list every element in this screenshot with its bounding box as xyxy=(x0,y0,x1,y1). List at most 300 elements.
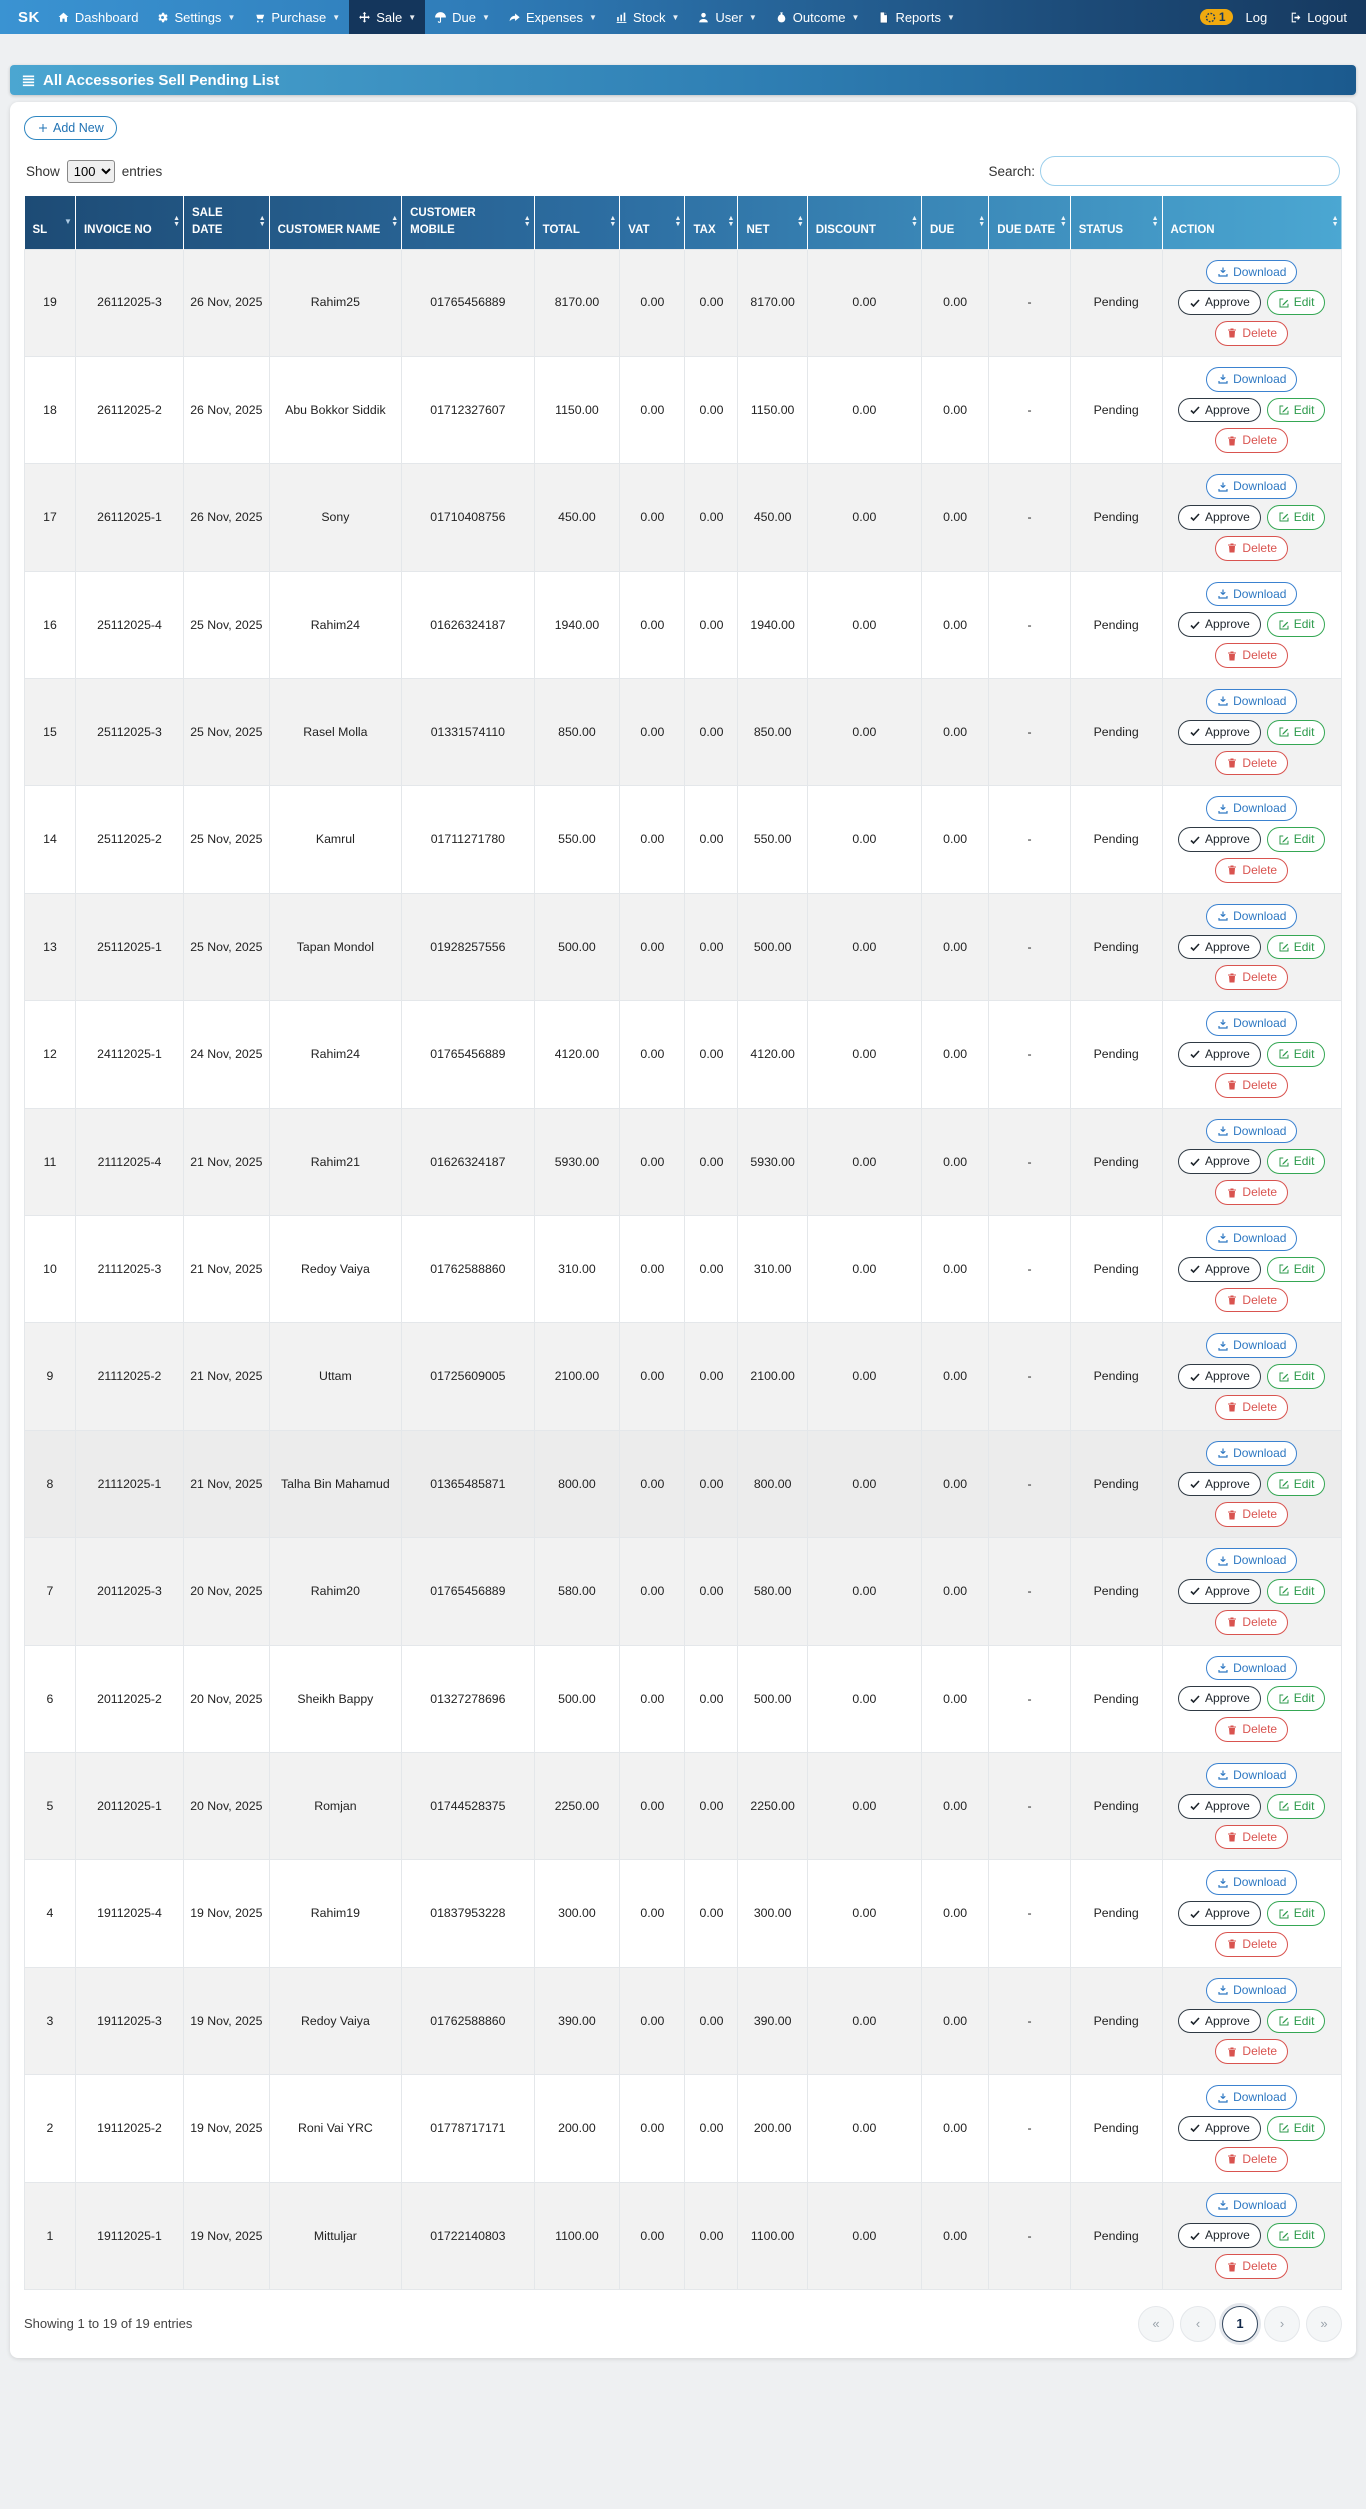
cell-customer-mobile: 01765456889 xyxy=(402,1538,535,1645)
trash-icon xyxy=(1226,2046,1238,2058)
download-button[interactable]: Download xyxy=(1206,1763,1297,1788)
edit-button[interactable]: Edit xyxy=(1267,290,1326,315)
cell-tax: 0.00 xyxy=(685,464,738,571)
approve-button[interactable]: Approve xyxy=(1178,1472,1261,1497)
previous-page-button[interactable]: ‹ xyxy=(1180,2306,1216,2342)
approve-button[interactable]: Approve xyxy=(1178,827,1261,852)
cell-invoice-no: 21112025-4 xyxy=(75,1108,183,1215)
check-icon xyxy=(1189,1048,1201,1060)
table-row xyxy=(25,571,1342,678)
approve-button[interactable]: Approve xyxy=(1178,290,1261,315)
delete-button[interactable]: Delete xyxy=(1215,536,1288,561)
edit-icon xyxy=(1278,2015,1290,2027)
download-button[interactable]: Download xyxy=(1206,1870,1297,1895)
delete-button[interactable]: Delete xyxy=(1215,2147,1288,2172)
edit-button[interactable]: Edit xyxy=(1267,2009,1326,2034)
cell-vat: 0.00 xyxy=(620,1860,685,1967)
approve-button[interactable]: Approve xyxy=(1178,612,1261,637)
cell-customer-name: Talha Bin Mahamud xyxy=(269,1430,402,1537)
approve-button[interactable]: Approve xyxy=(1178,2223,1261,2248)
cell-due: 0.00 xyxy=(921,464,988,571)
edit-button[interactable]: Edit xyxy=(1267,1579,1326,1604)
cell-total: 800.00 xyxy=(534,1430,620,1537)
cell-sale-date: 19 Nov, 2025 xyxy=(184,1860,270,1967)
column-header-status[interactable]: STATUS ▲ ▼ xyxy=(1070,196,1162,249)
check-icon xyxy=(1189,1263,1201,1275)
pagination xyxy=(1132,2306,1342,2342)
delete-button[interactable]: Delete xyxy=(1215,1180,1288,1205)
delete-button[interactable]: Delete xyxy=(1215,1610,1288,1635)
nav-item-due[interactable]: Due ▼ xyxy=(425,0,499,34)
cell-sl: 18 xyxy=(25,356,76,463)
approve-button[interactable]: Approve xyxy=(1178,935,1261,960)
status-badge: Pending xyxy=(1070,249,1162,356)
download-button[interactable]: Download xyxy=(1206,474,1297,499)
cell-tax: 0.00 xyxy=(685,571,738,678)
column-header-invoice-no[interactable]: INVOICE NO ▲ ▼ xyxy=(75,196,183,249)
approve-button[interactable]: Approve xyxy=(1178,1364,1261,1389)
table-row xyxy=(25,1216,1342,1323)
next-page-button[interactable]: › xyxy=(1264,2306,1300,2342)
delete-button[interactable]: Delete xyxy=(1215,1395,1288,1420)
page-title-bar xyxy=(10,65,1356,95)
edit-button[interactable]: Edit xyxy=(1267,935,1326,960)
edit-button[interactable]: Edit xyxy=(1267,1472,1326,1497)
cell-action xyxy=(1162,2075,1342,2182)
cell-vat: 0.00 xyxy=(620,464,685,571)
pending-sell-table xyxy=(24,196,1342,2290)
cell-sl: 10 xyxy=(25,1216,76,1323)
table-row xyxy=(25,464,1342,571)
cell-customer-name: Rahim24 xyxy=(269,1001,402,1108)
cell-customer-mobile: 01778717171 xyxy=(402,2075,535,2182)
check-icon xyxy=(1189,1156,1201,1168)
chevron-down-icon: ▼ xyxy=(589,12,597,22)
edit-button[interactable]: Edit xyxy=(1267,1364,1326,1389)
delete-button[interactable]: Delete xyxy=(1215,1288,1288,1313)
entries-select[interactable] xyxy=(67,160,115,183)
edit-icon xyxy=(1278,1478,1290,1490)
cell-invoice-no: 19112025-2 xyxy=(75,2075,183,2182)
cart-icon xyxy=(253,11,266,24)
cell-net: 2250.00 xyxy=(738,1752,807,1859)
brand-logo[interactable]: SK xyxy=(18,8,40,26)
cell-tax: 0.00 xyxy=(685,1216,738,1323)
download-button[interactable]: Download xyxy=(1206,1011,1297,1036)
trash-icon xyxy=(1226,1509,1238,1521)
status-badge: Pending xyxy=(1070,2075,1162,2182)
download-button[interactable]: Download xyxy=(1206,1333,1297,1358)
delete-button[interactable]: Delete xyxy=(1215,965,1288,990)
nav-item-log[interactable]: Log xyxy=(1245,9,1268,25)
edit-button[interactable]: Edit xyxy=(1267,2223,1326,2248)
edit-button[interactable]: Edit xyxy=(1267,1686,1326,1711)
table-row xyxy=(25,1323,1342,1430)
cell-sl: 8 xyxy=(25,1430,76,1537)
edit-button[interactable]: Edit xyxy=(1267,1042,1326,1067)
column-header-vat[interactable]: VAT ▲ ▼ xyxy=(620,196,685,249)
status-badge: Pending xyxy=(1070,356,1162,463)
download-icon xyxy=(1217,910,1229,922)
chevron-down-icon: ▼ xyxy=(946,12,955,22)
cell-customer-name: Romjan xyxy=(269,1752,402,1859)
column-header-sale-date[interactable]: SALE DATE ▲ ▼ xyxy=(184,196,270,249)
edit-button[interactable]: Edit xyxy=(1267,720,1326,745)
approve-button[interactable]: Approve xyxy=(1178,1579,1261,1604)
table-row xyxy=(25,2075,1342,2182)
table-row xyxy=(25,249,1342,356)
entries-info: Showing 1 to 19 of 19 entries xyxy=(24,2316,193,2332)
cell-customer-name: Abu Bokkor Siddik xyxy=(269,356,402,463)
column-header-sl[interactable]: SL ▼ xyxy=(25,196,76,249)
download-button[interactable]: Download xyxy=(1206,1978,1297,2003)
money-bag-icon xyxy=(775,11,788,24)
sort-icon xyxy=(391,216,398,228)
trash-icon xyxy=(1226,650,1238,662)
cell-due: 0.00 xyxy=(921,1323,988,1430)
home-icon xyxy=(57,11,70,24)
cell-vat: 0.00 xyxy=(620,356,685,463)
cell-sl: 9 xyxy=(25,1323,76,1430)
table-row xyxy=(25,679,1342,786)
approve-button[interactable]: Approve xyxy=(1178,720,1261,745)
cell-action xyxy=(1162,1001,1342,1108)
cell-discount: 0.00 xyxy=(807,2075,921,2182)
first-page-button[interactable]: « xyxy=(1138,2306,1174,2342)
edit-icon xyxy=(1278,1263,1290,1275)
cell-vat: 0.00 xyxy=(620,1538,685,1645)
cell-due-date: - xyxy=(989,356,1071,463)
edit-button[interactable]: Edit xyxy=(1267,2116,1326,2141)
download-icon xyxy=(1217,1555,1229,1567)
nav-item-sale[interactable]: Sale ▼ xyxy=(349,0,425,34)
cell-discount: 0.00 xyxy=(807,464,921,571)
approve-button[interactable]: Approve xyxy=(1178,1149,1261,1174)
cell-customer-name: Rahim21 xyxy=(269,1108,402,1215)
edit-button[interactable]: Edit xyxy=(1267,398,1326,423)
download-icon xyxy=(1217,588,1229,600)
cell-sale-date: 25 Nov, 2025 xyxy=(184,571,270,678)
cell-total: 2250.00 xyxy=(534,1752,620,1859)
download-button[interactable]: Download xyxy=(1206,1119,1297,1144)
cell-net: 4120.00 xyxy=(738,1001,807,1108)
trash-icon xyxy=(1226,542,1238,554)
delete-button[interactable]: Delete xyxy=(1215,1073,1288,1098)
cell-sl: 15 xyxy=(25,679,76,786)
cell-net: 500.00 xyxy=(738,893,807,1000)
edit-icon xyxy=(1278,834,1290,846)
download-button[interactable]: Download xyxy=(1206,2193,1297,2218)
cell-action xyxy=(1162,1216,1342,1323)
delete-button[interactable]: Delete xyxy=(1215,858,1288,883)
nav-item-expenses[interactable]: Expenses ▼ xyxy=(499,0,606,34)
cell-action xyxy=(1162,1645,1342,1752)
cell-vat: 0.00 xyxy=(620,249,685,356)
approve-button[interactable]: Approve xyxy=(1178,2009,1261,2034)
download-button[interactable]: Download xyxy=(1206,1548,1297,1573)
column-header-net[interactable]: NET ▲ ▼ xyxy=(738,196,807,249)
approve-button[interactable]: Approve xyxy=(1178,1686,1261,1711)
table-row xyxy=(25,1538,1342,1645)
delete-button[interactable]: Delete xyxy=(1215,1717,1288,1742)
delete-button[interactable]: Delete xyxy=(1215,2254,1288,2279)
download-button[interactable]: Download xyxy=(1206,904,1297,929)
status-badge: Pending xyxy=(1070,786,1162,893)
edit-button[interactable]: Edit xyxy=(1267,1794,1326,1819)
column-header-discount[interactable]: DISCOUNT ▲ ▼ xyxy=(807,196,921,249)
last-page-button[interactable]: » xyxy=(1306,2306,1342,2342)
cell-vat: 0.00 xyxy=(620,1323,685,1430)
delete-button[interactable]: Delete xyxy=(1215,321,1288,346)
cell-tax: 0.00 xyxy=(685,893,738,1000)
cell-invoice-no: 19112025-4 xyxy=(75,1860,183,1967)
content-card xyxy=(10,102,1356,2358)
search-input[interactable] xyxy=(1040,156,1340,186)
cell-total: 300.00 xyxy=(534,1860,620,1967)
cell-total: 550.00 xyxy=(534,786,620,893)
table-header-row xyxy=(25,196,1342,249)
download-icon xyxy=(1217,373,1229,385)
cell-due-date: - xyxy=(989,1538,1071,1645)
cell-customer-mobile: 01626324187 xyxy=(402,1108,535,1215)
edit-icon xyxy=(1278,1908,1290,1920)
share-arrow-icon xyxy=(508,11,521,24)
status-badge: Pending xyxy=(1070,1752,1162,1859)
nav-item-settings[interactable]: Settings ▼ xyxy=(147,0,244,34)
delete-button[interactable]: Delete xyxy=(1215,428,1288,453)
download-icon xyxy=(1217,1340,1229,1352)
nav-item-logout[interactable]: Logout xyxy=(1280,10,1356,25)
cell-total: 390.00 xyxy=(534,1967,620,2074)
bar-chart-icon xyxy=(615,11,628,24)
cell-customer-name: Mittuljar xyxy=(269,2182,402,2289)
download-icon xyxy=(1217,1662,1229,1674)
column-header-total[interactable]: TOTAL ▲ ▼ xyxy=(534,196,620,249)
approve-button[interactable]: Approve xyxy=(1178,1901,1261,1926)
cell-discount: 0.00 xyxy=(807,1538,921,1645)
cell-net: 580.00 xyxy=(738,1538,807,1645)
move-arrows-icon xyxy=(358,11,371,24)
cell-net: 450.00 xyxy=(738,464,807,571)
download-icon xyxy=(1217,803,1229,815)
status-badge: Pending xyxy=(1070,571,1162,678)
column-header-due-date[interactable]: DUE DATE ▲ ▼ xyxy=(989,196,1071,249)
approve-button[interactable]: Approve xyxy=(1178,1257,1261,1282)
cell-due: 0.00 xyxy=(921,1216,988,1323)
logout-icon xyxy=(1289,11,1302,24)
cell-customer-mobile: 01365485871 xyxy=(402,1430,535,1537)
check-icon xyxy=(1189,2230,1201,2242)
cell-sl: 17 xyxy=(25,464,76,571)
delete-button[interactable]: Delete xyxy=(1215,1825,1288,1850)
status-badge: Pending xyxy=(1070,1967,1162,2074)
cell-vat: 0.00 xyxy=(620,2075,685,2182)
sort-icon xyxy=(524,216,531,228)
cell-tax: 0.00 xyxy=(685,249,738,356)
table-row xyxy=(25,1967,1342,2074)
cell-due: 0.00 xyxy=(921,571,988,678)
edit-icon xyxy=(1278,1048,1290,1060)
column-header-customer-name[interactable]: CUSTOMER NAME ▲ ▼ xyxy=(269,196,402,249)
edit-icon xyxy=(1278,1800,1290,1812)
status-badge: Pending xyxy=(1070,1323,1162,1430)
trash-icon xyxy=(1226,1938,1238,1950)
status-badge: Pending xyxy=(1070,1538,1162,1645)
approve-button[interactable]: Approve xyxy=(1178,2116,1261,2141)
cell-due-date: - xyxy=(989,1108,1071,1215)
download-button[interactable]: Download xyxy=(1206,1656,1297,1681)
cell-vat: 0.00 xyxy=(620,1645,685,1752)
cell-action xyxy=(1162,1538,1342,1645)
log-count-badge xyxy=(1200,9,1233,25)
cell-discount: 0.00 xyxy=(807,249,921,356)
cell-customer-name: Redoy Vaiya xyxy=(269,1216,402,1323)
column-header-action[interactable]: ACTION ▲ ▼ xyxy=(1162,196,1342,249)
table-row xyxy=(25,1860,1342,1967)
cell-net: 300.00 xyxy=(738,1860,807,1967)
cell-due: 0.00 xyxy=(921,1538,988,1645)
cell-due: 0.00 xyxy=(921,786,988,893)
cell-tax: 0.00 xyxy=(685,1752,738,1859)
cell-customer-mobile: 01765456889 xyxy=(402,249,535,356)
cell-tax: 0.00 xyxy=(685,1323,738,1430)
download-icon xyxy=(1217,1018,1229,1030)
cell-customer-mobile: 01710408756 xyxy=(402,464,535,571)
top-navbar xyxy=(0,0,1366,34)
cell-customer-name: Rahim25 xyxy=(269,249,402,356)
download-icon xyxy=(1217,1984,1229,1996)
cell-sale-date: 20 Nov, 2025 xyxy=(184,1645,270,1752)
download-button[interactable]: Download xyxy=(1206,2085,1297,2110)
cell-total: 500.00 xyxy=(534,1645,620,1752)
cell-invoice-no: 21112025-1 xyxy=(75,1430,183,1537)
download-button[interactable]: Download xyxy=(1206,796,1297,821)
download-icon xyxy=(1217,1232,1229,1244)
trash-icon xyxy=(1226,757,1238,769)
delete-button[interactable]: Delete xyxy=(1215,1932,1288,1957)
edit-button[interactable]: Edit xyxy=(1267,505,1326,530)
cell-due-date: - xyxy=(989,464,1071,571)
download-button[interactable]: Download xyxy=(1206,260,1297,285)
cell-vat: 0.00 xyxy=(620,571,685,678)
edit-button[interactable]: Edit xyxy=(1267,1901,1326,1926)
trash-icon xyxy=(1226,1831,1238,1843)
cell-tax: 0.00 xyxy=(685,1860,738,1967)
nav-item-purchase[interactable]: Purchase ▼ xyxy=(244,0,349,34)
cell-invoice-no: 25112025-3 xyxy=(75,679,183,786)
approve-button[interactable]: Approve xyxy=(1178,1794,1261,1819)
status-badge: Pending xyxy=(1070,1645,1162,1752)
cell-action xyxy=(1162,249,1342,356)
download-button[interactable]: Download xyxy=(1206,1226,1297,1251)
cell-invoice-no: 24112025-1 xyxy=(75,1001,183,1108)
nav-item-reports[interactable]: Reports ▼ xyxy=(868,0,963,34)
chevron-down-icon: ▼ xyxy=(671,12,680,22)
delete-button[interactable]: Delete xyxy=(1215,2039,1288,2064)
approve-button[interactable]: Approve xyxy=(1178,1042,1261,1067)
edit-icon xyxy=(1278,941,1290,953)
sort-icon xyxy=(173,216,180,228)
cell-customer-mobile: 01762588860 xyxy=(402,1216,535,1323)
cell-due-date: - xyxy=(989,2182,1071,2289)
cell-due: 0.00 xyxy=(921,1645,988,1752)
delete-button[interactable]: Delete xyxy=(1215,1502,1288,1527)
cell-sale-date: 26 Nov, 2025 xyxy=(184,356,270,463)
edit-icon xyxy=(1278,297,1290,309)
plus-icon xyxy=(37,122,49,134)
cell-customer-name: Tapan Mondol xyxy=(269,893,402,1000)
trash-icon xyxy=(1226,2261,1238,2273)
download-button[interactable]: Download xyxy=(1206,1441,1297,1466)
umbrella-icon xyxy=(434,11,447,24)
edit-button[interactable]: Edit xyxy=(1267,1149,1326,1174)
cell-customer-mobile: 01744528375 xyxy=(402,1752,535,1859)
cell-total: 5930.00 xyxy=(534,1108,620,1215)
approve-button[interactable]: Approve xyxy=(1178,398,1261,423)
column-header-tax[interactable]: TAX ▲ ▼ xyxy=(685,196,738,249)
cell-total: 500.00 xyxy=(534,893,620,1000)
user-icon xyxy=(697,11,710,24)
cell-tax: 0.00 xyxy=(685,2182,738,2289)
download-button[interactable]: Download xyxy=(1206,367,1297,392)
cell-due: 0.00 xyxy=(921,1108,988,1215)
trash-icon xyxy=(1226,1294,1238,1306)
cell-customer-name: Sony xyxy=(269,464,402,571)
edit-button[interactable]: Edit xyxy=(1267,827,1326,852)
nav-item-user[interactable]: User ▼ xyxy=(688,0,765,34)
approve-button[interactable]: Approve xyxy=(1178,505,1261,530)
cell-due-date: - xyxy=(989,1001,1071,1108)
cell-action xyxy=(1162,464,1342,571)
page-1-button[interactable]: 1 xyxy=(1222,2306,1258,2342)
file-icon xyxy=(877,11,890,24)
cell-net: 1150.00 xyxy=(738,356,807,463)
cell-sale-date: 20 Nov, 2025 xyxy=(184,1752,270,1859)
cell-due: 0.00 xyxy=(921,1430,988,1537)
cell-vat: 0.00 xyxy=(620,1108,685,1215)
nav-item-outcome[interactable]: Outcome ▼ xyxy=(766,0,869,34)
table-row xyxy=(25,1108,1342,1215)
cell-due: 0.00 xyxy=(921,356,988,463)
edit-button[interactable]: Edit xyxy=(1267,1257,1326,1282)
cell-vat: 0.00 xyxy=(620,786,685,893)
cell-sale-date: 25 Nov, 2025 xyxy=(184,786,270,893)
cell-sl: 14 xyxy=(25,786,76,893)
download-button[interactable]: Download xyxy=(1206,582,1297,607)
trash-icon xyxy=(1226,327,1238,339)
cell-action xyxy=(1162,1860,1342,1967)
status-badge: Pending xyxy=(1070,1216,1162,1323)
delete-button[interactable]: Delete xyxy=(1215,751,1288,776)
check-icon xyxy=(1189,297,1201,309)
status-badge: Pending xyxy=(1070,1430,1162,1537)
download-button[interactable]: Download xyxy=(1206,689,1297,714)
column-header-due[interactable]: DUE ▲ ▼ xyxy=(921,196,988,249)
chevron-down-icon: ▼ xyxy=(408,12,417,22)
edit-button[interactable]: Edit xyxy=(1267,612,1326,637)
nav-item-dashboard[interactable]: Dashboard xyxy=(48,0,148,34)
column-header-customer-mobile[interactable]: CUSTOMER MOBILE ▲ ▼ xyxy=(402,196,535,249)
cell-discount: 0.00 xyxy=(807,1967,921,2074)
cell-tax: 0.00 xyxy=(685,1430,738,1537)
delete-button[interactable]: Delete xyxy=(1215,643,1288,668)
cell-due-date: - xyxy=(989,893,1071,1000)
nav-item-stock[interactable]: Stock ▼ xyxy=(606,0,688,34)
check-icon xyxy=(1189,726,1201,738)
chevron-down-icon: ▼ xyxy=(482,12,490,22)
add-new-button[interactable]: Add New xyxy=(24,116,117,140)
cell-total: 200.00 xyxy=(534,2075,620,2182)
